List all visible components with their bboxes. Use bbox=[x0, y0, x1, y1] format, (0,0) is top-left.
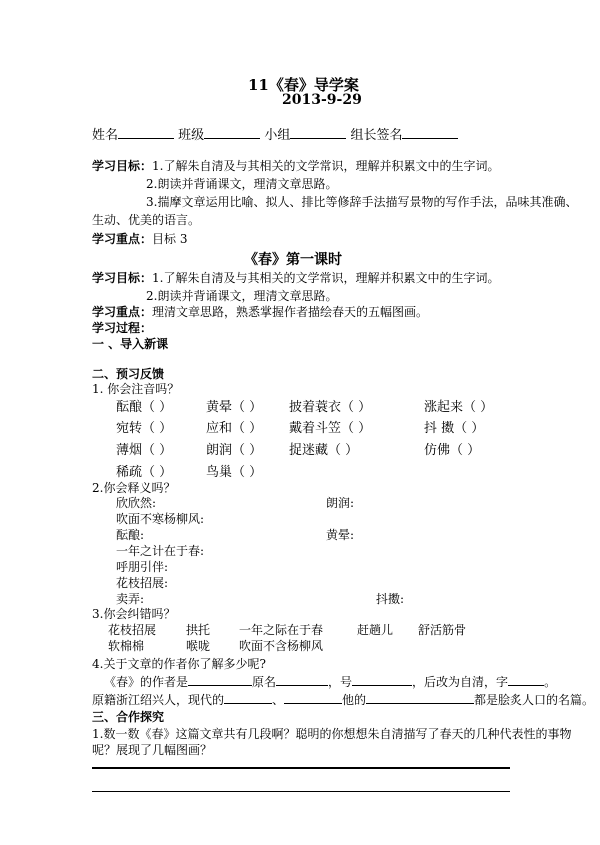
def-item: 一年之计在于春: bbox=[116, 544, 205, 558]
error-item: 吹面不含杨柳风 bbox=[239, 639, 324, 653]
name-field[interactable] bbox=[118, 125, 174, 139]
identity-field-2[interactable] bbox=[284, 690, 342, 704]
pinyin-item[interactable]: 酝酿（ ） bbox=[116, 400, 173, 415]
pinyin-item[interactable]: 稀疏（ ） bbox=[116, 465, 173, 480]
error-item: 一年之际在于春 bbox=[239, 623, 324, 637]
def-item: 吹面不寒杨柳风: bbox=[116, 512, 205, 526]
coop-q1-line-1: 1.数一数《春》这篇文章共有几段啊？聪明的你想想朱自清描写了春天的几种代表性的事物 bbox=[92, 727, 572, 741]
nickname-field[interactable] bbox=[352, 672, 412, 686]
page-date: 2013-9-29 bbox=[282, 92, 362, 108]
def-item: 欣欣然: bbox=[116, 496, 157, 510]
def-item: 黄晕: bbox=[326, 528, 355, 542]
student-info-row bbox=[92, 124, 458, 143]
intro-label: 一 、导入新课 bbox=[92, 337, 169, 351]
lesson1-goal-1: 学习目标：1.了解朱自清及与其相关的文学常识，理解并积累文中的生字词。 bbox=[92, 271, 500, 285]
original-name-field[interactable] bbox=[276, 672, 328, 686]
pinyin-item[interactable]: 宛转（ ） bbox=[116, 421, 173, 436]
leader-field[interactable] bbox=[402, 125, 458, 139]
def-item: 酝酿: bbox=[116, 528, 145, 542]
goals-label: 学习目标： bbox=[92, 159, 153, 173]
goals-line-4: 生动、优美的语言。 bbox=[92, 213, 201, 227]
pinyin-item[interactable]: 朗润（ ） bbox=[206, 443, 263, 458]
pinyin-item[interactable]: 仿佛（ ） bbox=[424, 443, 481, 458]
error-item: 花枝招展 bbox=[108, 623, 157, 637]
pinyin-item[interactable]: 黄晕（ ） bbox=[206, 400, 263, 415]
works-field[interactable] bbox=[366, 690, 474, 704]
identity-field-1[interactable] bbox=[224, 690, 272, 704]
class-field[interactable] bbox=[204, 125, 260, 139]
error-item: 喉咙 bbox=[186, 639, 211, 653]
name-label: 姓名 bbox=[92, 128, 119, 143]
lesson1-focus: 学习重点：理清文章思路，熟悉掌握作者描绘春天的五幅图画。 bbox=[92, 305, 429, 319]
error-item: 软棉棉 bbox=[108, 639, 145, 653]
pinyin-item[interactable]: 披着蓑衣（ ） bbox=[289, 400, 372, 415]
focus-line: 学习重点：目标 3 bbox=[92, 232, 188, 246]
author-field[interactable] bbox=[188, 672, 252, 686]
pinyin-item[interactable]: 戴着斗笠（ ） bbox=[289, 421, 372, 436]
pinyin-item[interactable]: 涨起来（ ） bbox=[424, 400, 494, 415]
def-item: 呼朋引伴: bbox=[116, 560, 169, 574]
page-title: 11《春》导学案 bbox=[248, 76, 359, 94]
coop-heading: 三、合作探究 bbox=[92, 710, 165, 724]
focus-label: 学习重点： bbox=[92, 232, 153, 246]
preview-heading: 二、预习反馈 bbox=[92, 367, 165, 381]
goals-line-2: 2.朗读并背诵课文，理清文章思路。 bbox=[146, 177, 338, 191]
goals-line-1: 学习目标：1.了解朱自清及与其相关的文学常识，理解并积累文中的生字词。 bbox=[92, 159, 500, 173]
pinyin-item[interactable]: 应和（ ） bbox=[206, 421, 263, 436]
q3-label: 3.你会纠错吗？ bbox=[92, 607, 176, 621]
def-item: 朗润: bbox=[326, 496, 355, 510]
coop-q1-line-2: 呢？展现了几幅图画？ bbox=[92, 743, 213, 757]
group-label: 小组 bbox=[264, 128, 291, 143]
pinyin-item[interactable]: 捉迷藏（ ） bbox=[289, 443, 359, 458]
q4-line-2: 原籍浙江绍兴人，现代的 、 他的 都是脍炙人口的名篇。 bbox=[92, 690, 594, 708]
q4-label: 4.关于文章的作者你了解多少呢? bbox=[92, 657, 266, 671]
def-item: 抖擞: bbox=[376, 592, 405, 606]
q2-label: 2.你会释义吗？ bbox=[92, 481, 176, 495]
pinyin-item[interactable]: 抖 擞（ ） bbox=[424, 421, 485, 436]
error-item: 舒活筋骨 bbox=[418, 623, 467, 637]
process-label: 学习过程： bbox=[92, 321, 153, 335]
def-item: 花枝招展: bbox=[116, 576, 169, 590]
q4-line-1: 《春》的作者是 原名 ，号 ，后改为自清，字 。 bbox=[104, 672, 556, 690]
q1-label: 1. 你会注音吗？ bbox=[92, 382, 180, 396]
courtesy-name-field[interactable] bbox=[508, 672, 544, 686]
answer-line-1[interactable] bbox=[92, 767, 510, 769]
group-field[interactable] bbox=[290, 125, 346, 139]
def-item: 卖弄: bbox=[116, 592, 145, 606]
class-label: 班级 bbox=[178, 128, 205, 143]
goals-line-3: 3.揣摩文章运用比喻、拟人、排比等修辞手法描写景物的写作手法，品味其准确、 bbox=[146, 195, 578, 209]
answer-line-2[interactable] bbox=[92, 791, 510, 792]
error-item: 拱托 bbox=[186, 623, 211, 637]
pinyin-item[interactable]: 鸟巢（ ） bbox=[206, 465, 263, 480]
lesson1-heading: 《春》第一课时 bbox=[244, 252, 342, 268]
leader-label: 组长签名 bbox=[350, 128, 403, 143]
lesson1-goal-2: 2.朗读并背诵课文，理清文章思路。 bbox=[146, 289, 338, 303]
pinyin-item[interactable]: 薄烟（ ） bbox=[116, 443, 173, 458]
error-item: 赶趟儿 bbox=[357, 623, 394, 637]
